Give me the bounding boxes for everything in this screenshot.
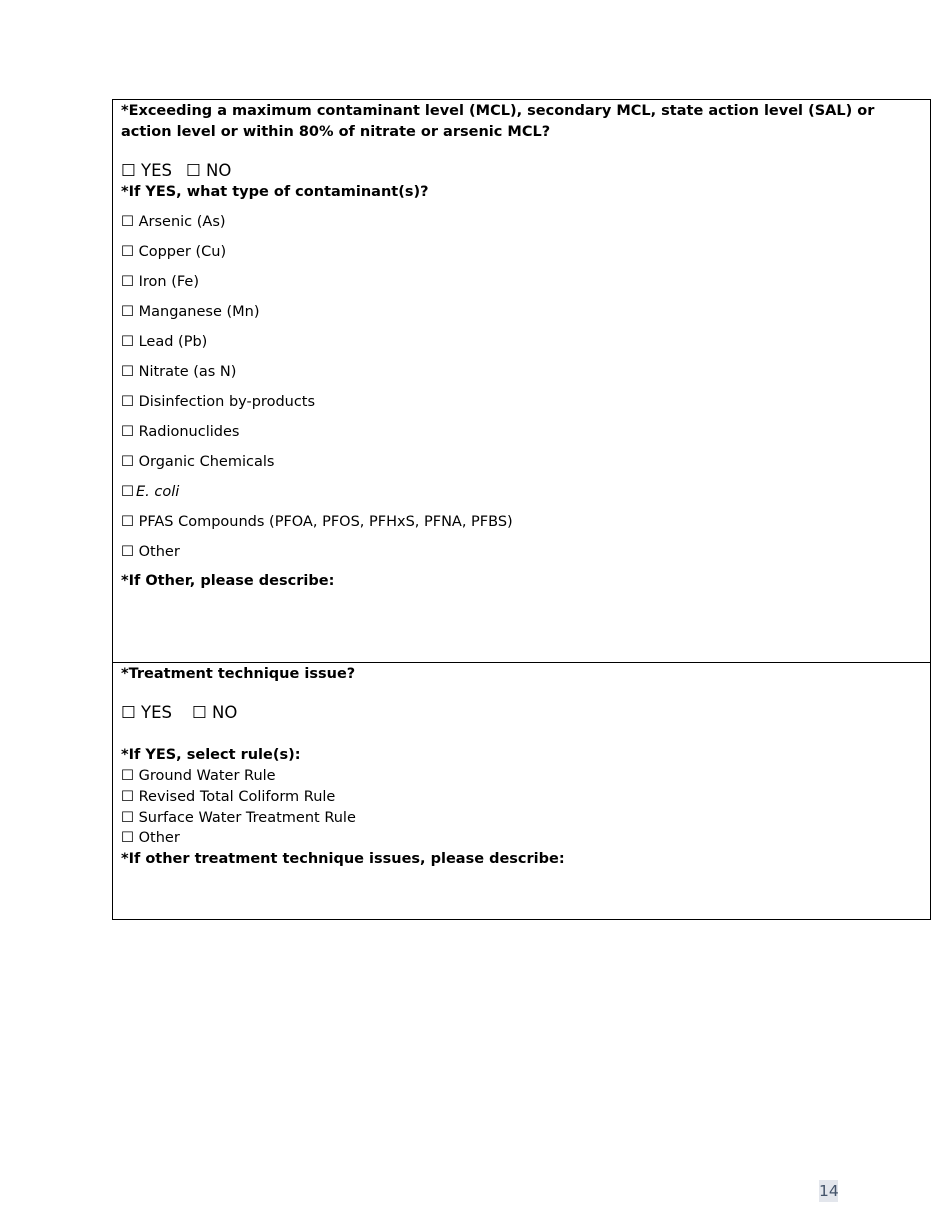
page-number: 14 (819, 1182, 839, 1200)
rule-surface-water-checkbox[interactable]: ☐ Surface Water Treatment Rule (121, 809, 356, 826)
contaminant-pfas-checkbox[interactable]: ☐ PFAS Compounds (PFOA, PFOS, PFHxS, PFNA, PFBS) (121, 514, 513, 530)
contaminant-list (121, 212, 922, 562)
contaminant-radionuclides-checkbox[interactable]: ☐ Radionuclides (121, 424, 240, 440)
treatment-no-checkbox[interactable]: ☐ NO (192, 703, 238, 722)
rule-total-coliform-checkbox[interactable]: ☐ Revised Total Coliform Rule (121, 788, 336, 805)
mcl-yes-no (121, 160, 922, 182)
mcl-question: *Exceeding a maximum contaminant level (MCL), secondary MCL, state action level (SAL) or action level or within 80% of nitrate or arsenic MCL? (121, 103, 875, 140)
contaminant-arsenic-checkbox[interactable]: ☐ Arsenic (As) (121, 214, 226, 230)
mcl-no-checkbox[interactable]: ☐ NO (186, 161, 232, 180)
rule-other-checkbox[interactable]: ☐ Other (121, 830, 180, 847)
contaminant-lead-checkbox[interactable]: ☐ Lead (Pb) (121, 334, 208, 350)
ecoli-box: ☐ (121, 484, 134, 500)
treatment-question: *Treatment technique issue? (121, 666, 356, 682)
rule-ground-water-checkbox[interactable]: ☐ Ground Water Rule (121, 768, 276, 784)
treatment-section (113, 663, 931, 920)
form-table (112, 99, 931, 920)
contaminant-copper-checkbox[interactable]: ☐ Copper (Cu) (121, 244, 227, 260)
contaminant-section (113, 100, 931, 663)
rules-list (121, 766, 922, 849)
treatment-yes-no (121, 702, 922, 724)
other-describe-prompt: *If Other, please describe: (121, 573, 335, 589)
contaminant-dbp-checkbox[interactable]: ☐ Disinfection by-products (121, 394, 316, 410)
contaminant-type-question: *If YES, what type of contaminant(s)? (121, 184, 429, 200)
contaminant-manganese-checkbox[interactable]: ☐ Manganese (Mn) (121, 304, 260, 320)
mcl-yes-checkbox[interactable]: ☐ YES (121, 161, 173, 180)
contaminant-organic-checkbox[interactable]: ☐ Organic Chemicals (121, 454, 275, 470)
rules-prompt: *If YES, select rule(s): (121, 747, 301, 763)
contaminant-nitrate-checkbox[interactable]: ☐ Nitrate (as N) (121, 364, 237, 380)
treatment-yes-checkbox[interactable]: ☐ YES (121, 703, 173, 722)
contaminant-other-checkbox[interactable]: ☐ Other (121, 544, 180, 560)
contaminant-ecoli-checkbox[interactable] (121, 482, 922, 502)
contaminant-iron-checkbox[interactable]: ☐ Iron (Fe) (121, 274, 199, 290)
ecoli-label: E. coli (136, 484, 180, 500)
treatment-other-prompt: *If other treatment technique issues, please describe: (121, 851, 565, 868)
